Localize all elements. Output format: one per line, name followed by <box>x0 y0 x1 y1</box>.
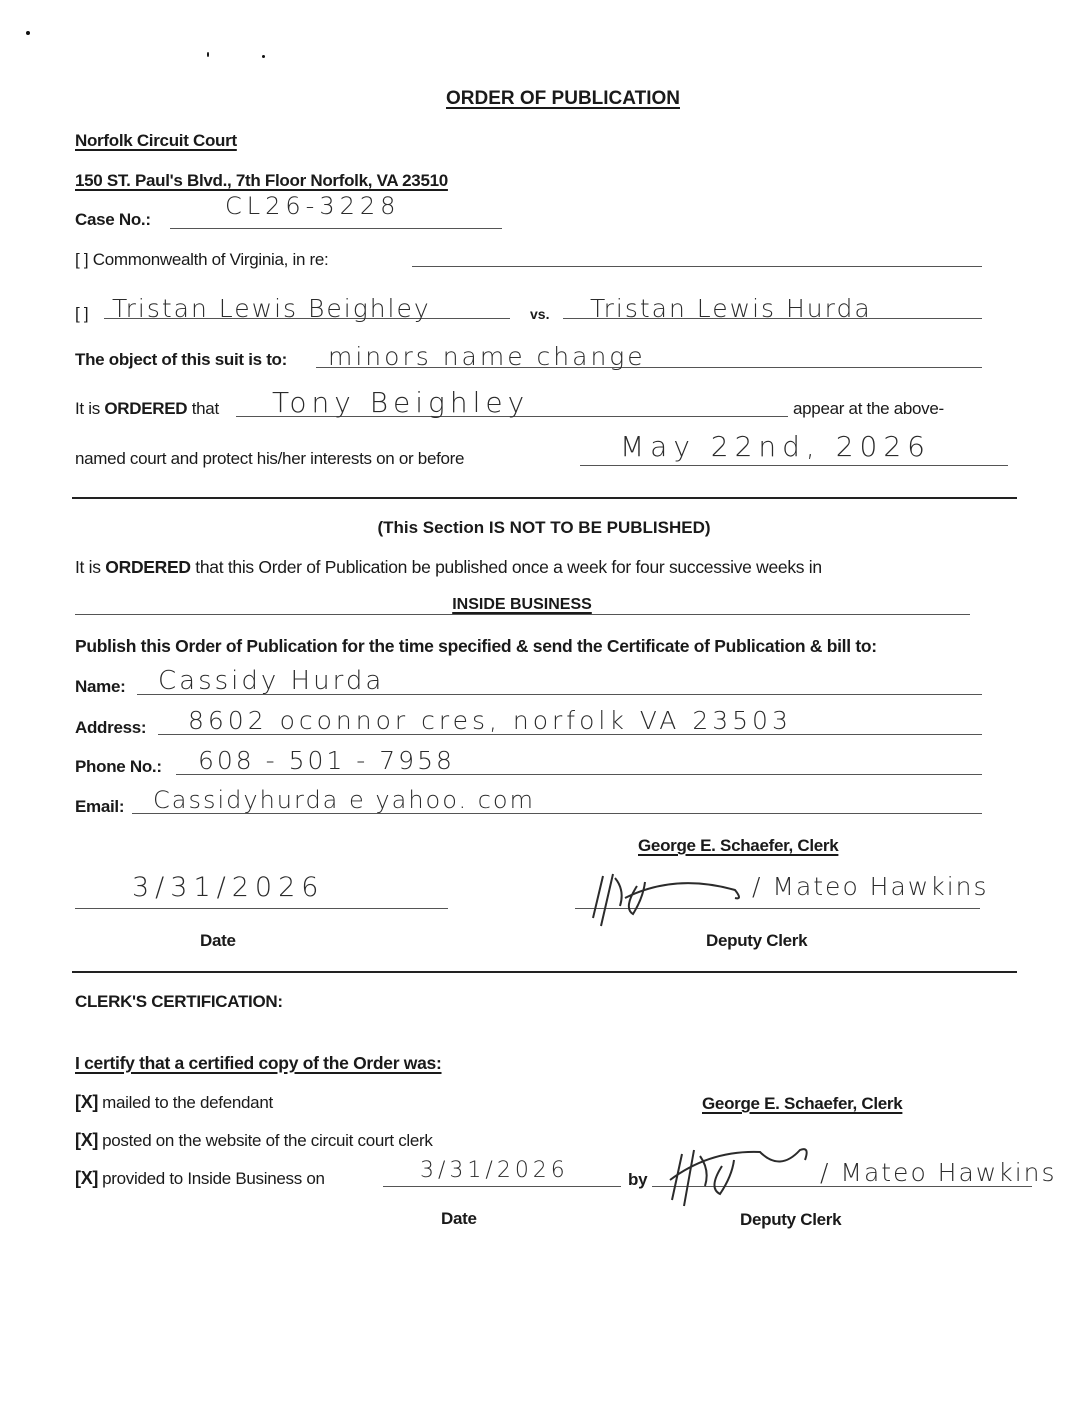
ordered-party-value[interactable]: Tony Beighley <box>272 386 530 419</box>
cert-item-provided: [X] provided to Inside Business on <box>75 1168 325 1188</box>
object-label: The object of this suit is to: <box>75 350 288 369</box>
certify-text: I certify that a certified copy of the Order was: <box>75 1053 442 1073</box>
date-line <box>75 908 448 909</box>
commonwealth-checkbox[interactable]: [ ] <box>75 250 89 269</box>
cert-deputy-label: Deputy Clerk <box>740 1210 842 1229</box>
case-no-line <box>170 228 502 229</box>
section-divider <box>72 497 1017 499</box>
defendant-value[interactable]: Tristan Lewis Hurda <box>590 294 872 323</box>
court-address: 150 ST. Paul's Blvd., 7th Floor Norfolk, VA 23510 <box>75 171 448 190</box>
address-label: Address: <box>75 718 147 737</box>
scan-speck <box>207 52 209 57</box>
not-published-heading: (This Section IS NOT TO BE PUBLISHED) <box>377 518 711 537</box>
phone-label: Phone No.: <box>75 757 162 776</box>
posted-checkbox[interactable]: [X] <box>75 1130 99 1150</box>
protect-text: named court and protect his/her interests on or before <box>75 449 465 468</box>
cert-item-posted: [X] posted on the website of the circuit court clerk <box>75 1130 433 1150</box>
scan-speck <box>26 31 30 35</box>
send-to-text: Publish this Order of Publication for the time specified & send the Certificate of Publication & bill to: <box>75 636 877 656</box>
name-value[interactable]: Cassidy Hurda <box>158 666 385 696</box>
cert-clerk-name: George E. Schaefer, Clerk <box>702 1094 903 1113</box>
object-value[interactable]: minors name change <box>328 342 646 371</box>
commonwealth-row <box>75 250 328 270</box>
appear-date-value[interactable]: May 22nd, 2026 <box>620 430 931 463</box>
commonwealth-label: Commonwealth of Virginia, in re: <box>92 250 329 269</box>
email-value[interactable]: Cassidyhurda e yahoo. com <box>153 786 535 814</box>
publication-name: INSIDE BUSINESS <box>452 596 592 613</box>
date-value[interactable]: 3/31/2026 <box>132 872 325 903</box>
appear-suffix: appear at the above- <box>793 399 944 418</box>
commonwealth-line <box>412 266 982 267</box>
provided-date-value[interactable]: 3/31/2026 <box>420 1158 569 1183</box>
cert-item-mailed: [X] mailed to the defendant <box>75 1092 273 1112</box>
deputy-label: Deputy Clerk <box>706 931 808 950</box>
appear-date-line <box>580 465 1008 466</box>
publication-line <box>75 614 970 615</box>
case-no-label: Case No.: <box>75 210 151 229</box>
cert-signature-scribble-icon <box>650 1140 840 1210</box>
certification-divider <box>72 971 1017 973</box>
court-name: Norfolk Circuit Court <box>75 131 237 150</box>
scan-speck <box>262 55 265 58</box>
address-value[interactable]: 8602 oconnor cres, norfolk VA 23503 <box>188 706 792 735</box>
deputy-signature-value[interactable]: / Mateo Hawkins <box>752 872 989 901</box>
provided-checkbox[interactable]: [X] <box>75 1168 99 1188</box>
mailed-checkbox[interactable]: [X] <box>75 1092 99 1112</box>
clerk-name: George E. Schaefer, Clerk <box>638 836 839 855</box>
phone-value[interactable]: 608 - 501 - 7958 <box>198 746 455 775</box>
certification-heading: CLERK'S CERTIFICATION: <box>75 992 283 1011</box>
email-label: Email: <box>75 797 125 816</box>
page-title: ORDER OF PUBLICATION <box>446 88 680 109</box>
date-label: Date <box>200 931 236 950</box>
name-label: Name: <box>75 677 126 696</box>
case-no-value[interactable]: CL26-3228 <box>225 192 401 220</box>
parties-checkbox[interactable]: [ ] <box>75 304 89 323</box>
vs-label: vs. <box>530 306 550 322</box>
signature-scribble-icon <box>585 868 750 930</box>
cert-deputy-signature-value[interactable]: / Mateo Hawkins <box>820 1158 1057 1187</box>
plaintiff-value[interactable]: Tristan Lewis Beighley <box>112 294 431 323</box>
by-label: by <box>628 1170 648 1189</box>
publish-order-text: It is ORDERED that this Order of Publication be published once a week for four successive weeks in <box>75 557 822 577</box>
cert-date-label: Date <box>441 1209 477 1228</box>
ordered-row: It is ORDERED that <box>75 399 219 418</box>
provided-date-line <box>383 1186 621 1187</box>
